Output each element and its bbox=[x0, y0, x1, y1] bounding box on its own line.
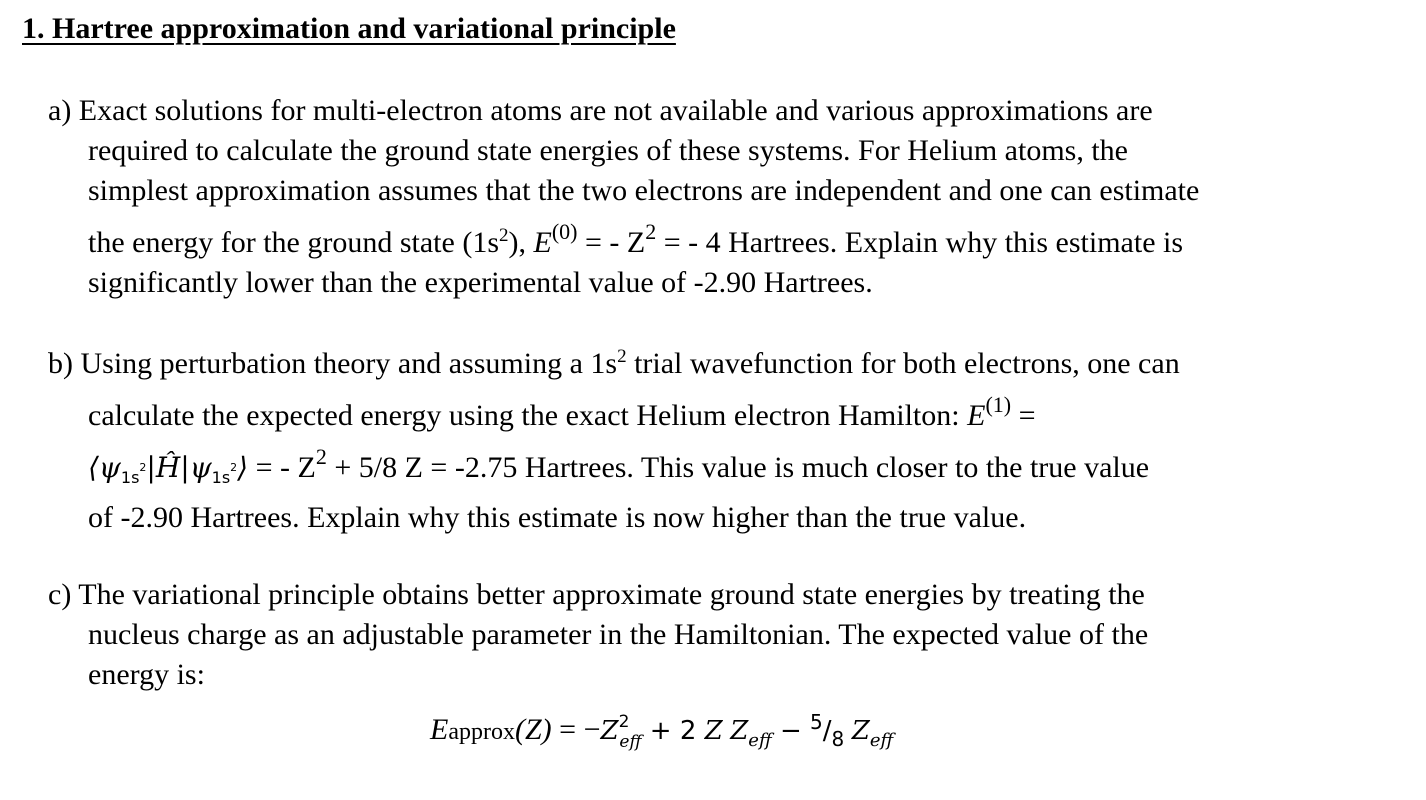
superscript: 2 bbox=[645, 219, 657, 244]
part-b-line-3 bbox=[48, 444, 1398, 498]
part-b-line-3-text: + 5/8 Z = -2.75 Hartrees. This value is much closer to the true value bbox=[326, 451, 1150, 484]
part-b-line-2 bbox=[48, 392, 1398, 436]
superscript: 2 bbox=[230, 461, 238, 474]
superscript: 2 bbox=[315, 444, 327, 469]
expectation-value bbox=[88, 451, 249, 487]
part-a-line-3: simplest approximation assumes that the two electrons are independent and one can estimate bbox=[88, 174, 1200, 207]
equation-argument: (Z) bbox=[514, 713, 552, 746]
subscript: approx bbox=[448, 719, 515, 745]
energy-symbol: E bbox=[967, 399, 986, 432]
subscript: 1s bbox=[211, 468, 231, 487]
superscript: (1) bbox=[985, 392, 1012, 417]
energy-symbol: E bbox=[430, 713, 449, 746]
section-title: 1. Hartree approximation and variational principle bbox=[22, 12, 676, 45]
hamiltonian-symbol: |Ĥ|ψ bbox=[146, 451, 212, 484]
superscript: 2 bbox=[499, 225, 509, 246]
z-symbol: Z bbox=[704, 716, 723, 746]
part-b-line-1-text: trial wavefunction for both electrons, one can bbox=[626, 347, 1180, 380]
part-b-line-2-text: = bbox=[1011, 399, 1036, 432]
part-b-line-4: of -2.90 Hartrees. Explain why this estimate is now higher than the true value. bbox=[88, 501, 1027, 534]
question-part-c bbox=[48, 575, 1398, 695]
z-symbol: Z bbox=[851, 716, 870, 746]
part-c-line-3: energy is: bbox=[88, 658, 205, 691]
z-symbol: Z bbox=[730, 716, 749, 746]
bra-symbol: ⟨ψ bbox=[88, 451, 121, 484]
part-c-line-1: c) The variational principle obtains better approximate ground state energies by treating the bbox=[48, 578, 1145, 611]
question-part-b bbox=[48, 344, 1398, 538]
fraction-numerator: 5 bbox=[810, 710, 823, 734]
question-part-a bbox=[48, 91, 1398, 303]
part-a-line-2: required to calculate the ground state energies of these systems. For Helium atoms, the bbox=[88, 134, 1128, 167]
part-a-line-4 bbox=[48, 219, 1398, 263]
z-symbol: Z bbox=[600, 716, 619, 746]
part-a-line-5: significantly lower than the experimental value of -2.90 Hartrees. bbox=[88, 266, 873, 299]
subscript: 1s bbox=[120, 468, 140, 487]
plus-term: + 2 bbox=[641, 716, 705, 746]
part-a-line-4-text: = - Z bbox=[577, 226, 646, 259]
minus-sign: − bbox=[771, 716, 811, 746]
part-b-line-1 bbox=[48, 344, 1398, 384]
superscript: 2 bbox=[617, 346, 627, 367]
energy-equation bbox=[430, 710, 893, 752]
fraction-slash: / bbox=[822, 716, 832, 746]
part-b-line-1-text: b) Using perturbation theory and assuming a 1s bbox=[48, 347, 618, 380]
part-a-line-4-text: ), bbox=[508, 226, 534, 259]
fraction-denominator: 8 bbox=[831, 727, 845, 751]
part-a-line-4-text: the energy for the ground state (1s bbox=[88, 226, 499, 259]
part-c-line-2: nucleus charge as an adjustable parameter in the Hamiltonian. The expected value of the bbox=[88, 618, 1149, 651]
energy-symbol: E bbox=[533, 226, 552, 259]
equals-sign: = − bbox=[551, 713, 601, 746]
superscript: 2 bbox=[618, 712, 630, 732]
subscript: eff bbox=[748, 730, 772, 751]
superscript: 2 bbox=[139, 461, 147, 474]
part-a-line-1: a) Exact solutions for multi-electron atoms are not available and various approximations are bbox=[48, 94, 1153, 127]
fraction bbox=[810, 710, 845, 751]
ket-symbol: ⟩ bbox=[237, 451, 249, 484]
part-b-line-2-text: calculate the expected energy using the exact Helium electron Hamilton: bbox=[88, 399, 968, 432]
part-b-line-3-text: = - Z bbox=[248, 451, 316, 484]
superscript: (0) bbox=[551, 219, 578, 244]
subscript: eff bbox=[619, 732, 642, 752]
part-a-line-4-text: = - 4 Hartrees. Explain why this estimate is bbox=[656, 226, 1184, 259]
subscript: eff bbox=[869, 730, 894, 751]
